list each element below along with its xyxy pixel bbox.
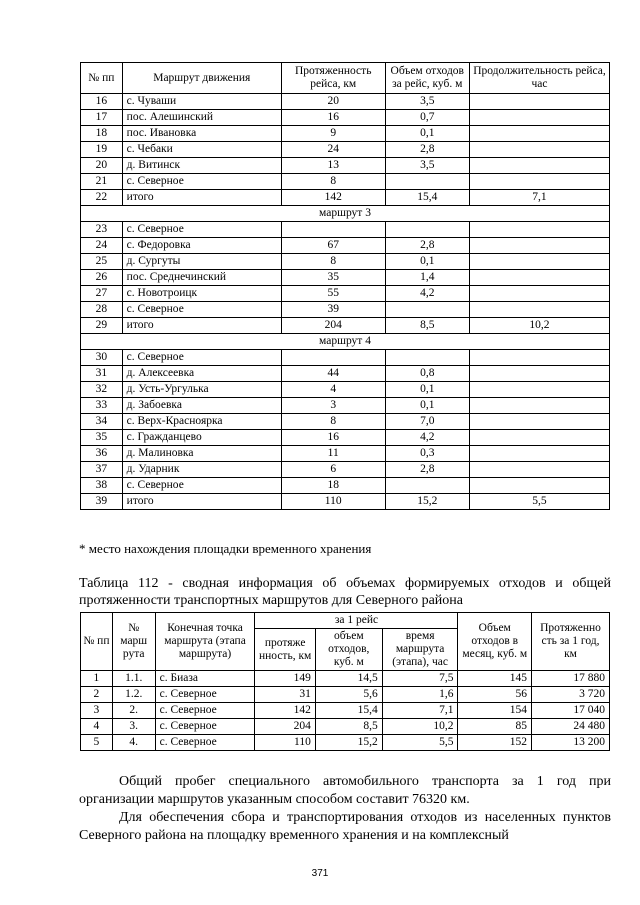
- row-volume: 2,8: [385, 238, 469, 254]
- row-route: пос. Среднечинский: [122, 270, 281, 286]
- header-monthly: Объем отходов в месяц, куб. м: [458, 613, 532, 671]
- row-duration: [469, 126, 609, 142]
- header-per-trip: за 1 рейс: [255, 613, 458, 629]
- row-duration: [469, 382, 609, 398]
- row-length: 8: [281, 174, 385, 190]
- row-number: 33: [81, 398, 123, 414]
- row-number: 21: [81, 174, 123, 190]
- row-number: 24: [81, 238, 123, 254]
- row-volume: 15,4: [385, 190, 469, 206]
- row-length: 35: [281, 270, 385, 286]
- row-route: с. Федоровка: [122, 238, 281, 254]
- row-length: 44: [281, 366, 385, 382]
- row-length: [281, 222, 385, 238]
- row-length: 31: [255, 687, 315, 703]
- row-volume: 5,6: [315, 687, 382, 703]
- row-length: [281, 350, 385, 366]
- row-volume: 2,8: [385, 462, 469, 478]
- row-number: 34: [81, 414, 123, 430]
- row-monthly: 152: [458, 735, 532, 751]
- row-number: 26: [81, 270, 123, 286]
- row-number: 25: [81, 254, 123, 270]
- header-endpoint: Конечная точка маршрута (этапа маршрута): [155, 613, 255, 671]
- row-route: д. Усть-Ургулька: [122, 382, 281, 398]
- summary-table: [80, 612, 610, 751]
- table-row: [81, 142, 610, 158]
- row-volume: 0,1: [385, 126, 469, 142]
- table-row: [81, 302, 610, 318]
- header-time: время маршрута (этапа), час: [382, 629, 458, 671]
- row-number: 4: [81, 719, 113, 735]
- row-duration: [469, 478, 609, 494]
- row-yearly: 17 040: [532, 703, 610, 719]
- row-route: д. Сургуты: [122, 254, 281, 270]
- row-duration: 7,1: [469, 190, 609, 206]
- table-row: [81, 94, 610, 110]
- row-volume: 4,2: [385, 286, 469, 302]
- row-length: 142: [281, 190, 385, 206]
- table-row: [81, 462, 610, 478]
- table-row: [81, 735, 610, 751]
- routes-table: [80, 62, 610, 510]
- table-row: [81, 222, 610, 238]
- row-route: с. Северное: [122, 478, 281, 494]
- row-route: с. Гражданцево: [122, 430, 281, 446]
- row-duration: [469, 238, 609, 254]
- row-number: 20: [81, 158, 123, 174]
- row-duration: [469, 174, 609, 190]
- row-route-num: 4.: [112, 735, 155, 751]
- row-time: 1,6: [382, 687, 458, 703]
- row-route: с. Чебаки: [122, 142, 281, 158]
- row-number: 29: [81, 318, 123, 334]
- row-length: 110: [255, 735, 315, 751]
- row-duration: [469, 430, 609, 446]
- row-number: 35: [81, 430, 123, 446]
- row-length: 67: [281, 238, 385, 254]
- section-label: маршрут 3: [81, 206, 610, 222]
- row-route: с. Новотроицк: [122, 286, 281, 302]
- row-volume: [385, 174, 469, 190]
- row-length: 204: [255, 719, 315, 735]
- row-duration: [469, 286, 609, 302]
- row-route: д. Забоевка: [122, 398, 281, 414]
- row-duration: [469, 142, 609, 158]
- row-yearly: 13 200: [532, 735, 610, 751]
- header-route: Маршрут движения: [122, 63, 281, 94]
- row-number: 30: [81, 350, 123, 366]
- row-number: 23: [81, 222, 123, 238]
- row-yearly: 3 720: [532, 687, 610, 703]
- row-time: 7,5: [382, 671, 458, 687]
- row-endpoint: с. Биаза: [155, 671, 255, 687]
- row-duration: [469, 158, 609, 174]
- row-route: итого: [122, 494, 281, 510]
- table-row: [81, 110, 610, 126]
- row-length: 110: [281, 494, 385, 510]
- row-duration: [469, 302, 609, 318]
- row-number: 17: [81, 110, 123, 126]
- row-yearly: 17 880: [532, 671, 610, 687]
- row-length: 20: [281, 94, 385, 110]
- row-time: 7,1: [382, 703, 458, 719]
- row-duration: [469, 414, 609, 430]
- header-duration: Продолжительность рейса, час: [469, 63, 609, 94]
- row-volume: 15,4: [315, 703, 382, 719]
- table-row: [81, 366, 610, 382]
- table-header-row: [81, 63, 610, 94]
- routes-table-body: [81, 94, 610, 510]
- row-volume: [385, 222, 469, 238]
- row-number: 28: [81, 302, 123, 318]
- row-length: 4: [281, 382, 385, 398]
- row-route-num: 1.2.: [112, 687, 155, 703]
- row-route: д. Алексеевка: [122, 366, 281, 382]
- row-number: 39: [81, 494, 123, 510]
- row-length: 55: [281, 286, 385, 302]
- row-volume: 4,2: [385, 430, 469, 446]
- table-row: [81, 494, 610, 510]
- row-route-num: 1.1.: [112, 671, 155, 687]
- row-route: итого: [122, 318, 281, 334]
- row-length: 13: [281, 158, 385, 174]
- section-label: маршрут 4: [81, 334, 610, 350]
- row-route: пос. Алешинский: [122, 110, 281, 126]
- row-duration: [469, 222, 609, 238]
- row-number: 16: [81, 94, 123, 110]
- row-duration: 10,2: [469, 318, 609, 334]
- row-length: 11: [281, 446, 385, 462]
- row-endpoint: с. Северное: [155, 719, 255, 735]
- table-row: [81, 126, 610, 142]
- row-volume: 8,5: [315, 719, 382, 735]
- table-row: [81, 478, 610, 494]
- paragraph-collection: Для обеспечения сбора и транспортирования отходов из населенных пунктов Северного района на площадку временного хранения и на комплексный: [79, 810, 611, 843]
- row-volume: 0,1: [385, 254, 469, 270]
- row-volume: 1,4: [385, 270, 469, 286]
- row-route: с. Северное: [122, 302, 281, 318]
- table-row: [81, 398, 610, 414]
- row-number: 37: [81, 462, 123, 478]
- row-route: пос. Ивановка: [122, 126, 281, 142]
- row-number: 27: [81, 286, 123, 302]
- header-volume: Объем отходов за рейс, куб. м: [385, 63, 469, 94]
- header-route-num: № марш рута: [112, 613, 155, 671]
- table-row: [81, 671, 610, 687]
- row-length: 142: [255, 703, 315, 719]
- row-number: 5: [81, 735, 113, 751]
- table-row: [81, 318, 610, 334]
- row-number: 19: [81, 142, 123, 158]
- row-length: 24: [281, 142, 385, 158]
- row-volume: [385, 350, 469, 366]
- row-duration: [469, 350, 609, 366]
- table-caption: Таблица 112 - сводная информация об объемах формируемых отходов и общей протяженности транспортных маршрутов для Северного района: [79, 576, 611, 608]
- row-number: 22: [81, 190, 123, 206]
- table-row: [81, 430, 610, 446]
- section-row: [81, 334, 610, 350]
- row-number: 36: [81, 446, 123, 462]
- row-duration: [469, 254, 609, 270]
- row-length: 8: [281, 414, 385, 430]
- row-route: д. Витинск: [122, 158, 281, 174]
- row-number: 1: [81, 671, 113, 687]
- table-row: [81, 719, 610, 735]
- row-route: с. Чуваши: [122, 94, 281, 110]
- table-row: [81, 190, 610, 206]
- section-row: [81, 206, 610, 222]
- table-row: [81, 382, 610, 398]
- row-volume: 7,0: [385, 414, 469, 430]
- table-header-row: [81, 613, 610, 629]
- row-volume: [385, 302, 469, 318]
- header-num: № пп: [81, 63, 123, 94]
- row-number: 3: [81, 703, 113, 719]
- table-row: [81, 238, 610, 254]
- table-row: [81, 446, 610, 462]
- row-endpoint: с. Северное: [155, 703, 255, 719]
- row-volume: 0,3: [385, 446, 469, 462]
- row-length: 39: [281, 302, 385, 318]
- row-number: 18: [81, 126, 123, 142]
- row-monthly: 56: [458, 687, 532, 703]
- row-volume: 3,5: [385, 94, 469, 110]
- footnote: * место нахождения площадки временного хранения: [79, 541, 372, 556]
- row-route-num: 2.: [112, 703, 155, 719]
- row-duration: [469, 398, 609, 414]
- header-volume: объем отходов, куб. м: [315, 629, 382, 671]
- row-volume: 15,2: [315, 735, 382, 751]
- row-volume: 0,7: [385, 110, 469, 126]
- row-route: с. Северное: [122, 350, 281, 366]
- table-row: [81, 174, 610, 190]
- row-length: 9: [281, 126, 385, 142]
- row-route: итого: [122, 190, 281, 206]
- row-volume: 3,5: [385, 158, 469, 174]
- table-row: [81, 350, 610, 366]
- row-duration: [469, 366, 609, 382]
- row-length: 18: [281, 478, 385, 494]
- row-volume: 0,1: [385, 382, 469, 398]
- row-length: 204: [281, 318, 385, 334]
- table-row: [81, 286, 610, 302]
- header-num: № пп: [81, 613, 113, 671]
- row-route: д. Малиновка: [122, 446, 281, 462]
- row-length: 3: [281, 398, 385, 414]
- row-route: с. Северное: [122, 222, 281, 238]
- row-time: 10,2: [382, 719, 458, 735]
- row-duration: 5,5: [469, 494, 609, 510]
- row-length: 149: [255, 671, 315, 687]
- row-length: 16: [281, 430, 385, 446]
- table-row: [81, 158, 610, 174]
- row-time: 5,5: [382, 735, 458, 751]
- row-duration: [469, 94, 609, 110]
- row-length: 8: [281, 254, 385, 270]
- row-endpoint: с. Северное: [155, 735, 255, 751]
- row-monthly: 154: [458, 703, 532, 719]
- row-duration: [469, 110, 609, 126]
- row-monthly: 145: [458, 671, 532, 687]
- table-row: [81, 414, 610, 430]
- row-volume: 2,8: [385, 142, 469, 158]
- row-route: с. Верх-Красноярка: [122, 414, 281, 430]
- row-number: 38: [81, 478, 123, 494]
- row-route: д. Ударник: [122, 462, 281, 478]
- table-row: [81, 270, 610, 286]
- row-number: 2: [81, 687, 113, 703]
- header-yearly: Протяженно сть за 1 год, км: [532, 613, 610, 671]
- table-row: [81, 703, 610, 719]
- header-length: протяже нность, км: [255, 629, 315, 671]
- row-duration: [469, 270, 609, 286]
- row-route-num: 3.: [112, 719, 155, 735]
- row-volume: [385, 478, 469, 494]
- header-length: Протяженность рейса, км: [281, 63, 385, 94]
- row-length: 6: [281, 462, 385, 478]
- row-volume: 15,2: [385, 494, 469, 510]
- row-volume: 8,5: [385, 318, 469, 334]
- paragraph-total-mileage: Общий пробег специального автомобильного транспорта за 1 год при организации маршрутов указанным способом составит 76320 км.: [79, 774, 611, 807]
- row-number: 32: [81, 382, 123, 398]
- row-duration: [469, 462, 609, 478]
- summary-table-body: [81, 671, 610, 751]
- row-volume: 14,5: [315, 671, 382, 687]
- row-monthly: 85: [458, 719, 532, 735]
- page-number: 371: [311, 868, 329, 879]
- row-endpoint: с. Северное: [155, 687, 255, 703]
- table-row: [81, 254, 610, 270]
- row-volume: 0,1: [385, 398, 469, 414]
- row-volume: 0,8: [385, 366, 469, 382]
- row-duration: [469, 446, 609, 462]
- row-route: с. Северное: [122, 174, 281, 190]
- row-length: 16: [281, 110, 385, 126]
- row-yearly: 24 480: [532, 719, 610, 735]
- table-row: [81, 687, 610, 703]
- row-number: 31: [81, 366, 123, 382]
